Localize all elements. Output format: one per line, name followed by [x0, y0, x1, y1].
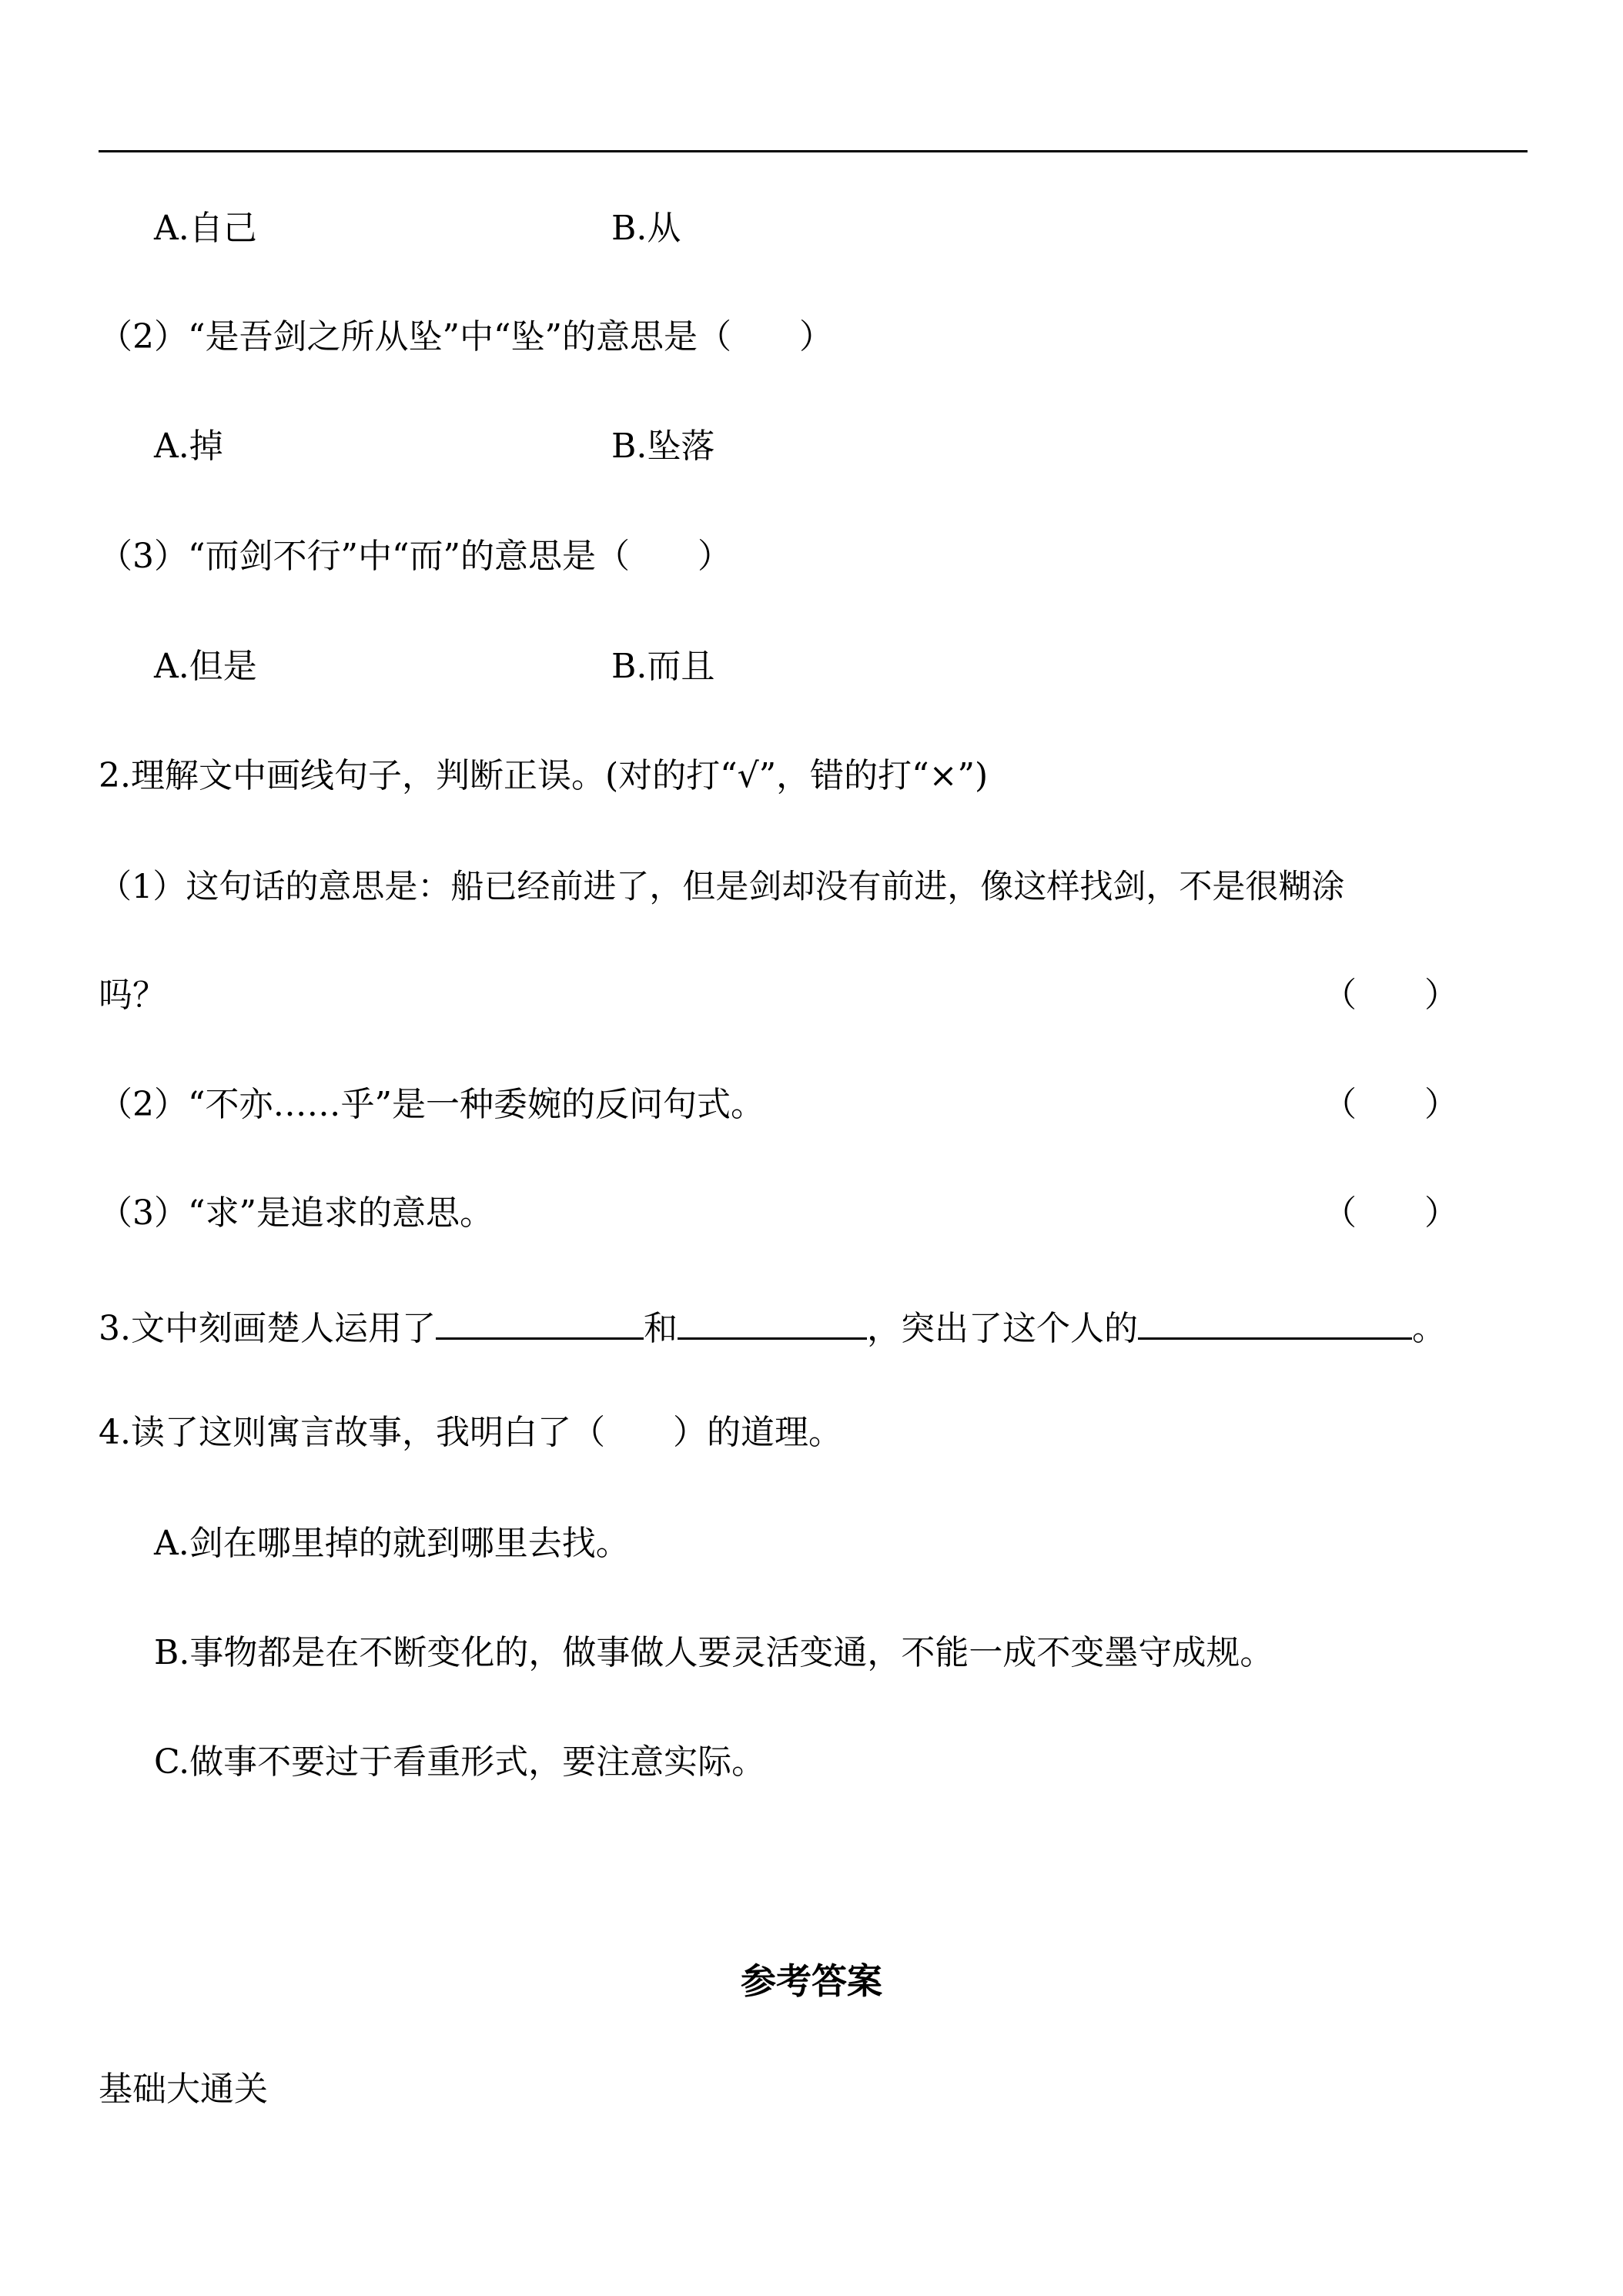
q2-item3: （3）“求”是追求的意思。 — [99, 1193, 494, 1233]
q3-blank-1[interactable] — [436, 1300, 644, 1340]
q4-option-c: C.做事不要过于看重形式，要注意实际。 — [154, 1742, 766, 1782]
q1-sub2: （2）“是吾剑之所从坠”中“坠”的意思是（ ） — [99, 317, 833, 356]
q2-item1-line1: （1）这句话的意思是：船已经前进了，但是剑却没有前进，像这样找剑，不是很糊涂 — [99, 868, 1345, 906]
q1-1-option-a: A.自己 — [154, 209, 257, 248]
q4-option-b: B.事物都是在不断变化的，做事做人要灵活变通，不能一成不变墨守成规。 — [154, 1633, 1274, 1672]
q1-1-option-b: B.从 — [611, 209, 681, 248]
answers-section-label: 基础大通关 — [99, 2070, 268, 2109]
q3-text-3: ，突出了这个人的 — [866, 1309, 1138, 1348]
q2-item1-answer-parens[interactable]: （ ） — [1323, 976, 1458, 1015]
q2-item1-line2: 吗？ — [99, 976, 166, 1015]
q2-item2: （2）“不亦……乎”是一种委婉的反问句式。 — [99, 1085, 765, 1124]
q3-blank-3[interactable] — [1138, 1300, 1412, 1340]
q3-text-1: 3.文中刻画楚人运用了 — [99, 1309, 436, 1348]
q3-line — [99, 1300, 1446, 1347]
q1-3-option-a: A.但是 — [154, 647, 257, 686]
q1-2-option-a: A.掉 — [154, 427, 223, 466]
q2-prompt: 2.理解文中画线句子，判断正误。(对的打“√”，错的打“×”) — [99, 756, 989, 795]
q2-item2-answer-parens[interactable]: （ ） — [1323, 1085, 1458, 1124]
q1-3-option-b: B.而且 — [611, 647, 715, 686]
q3-blank-2[interactable] — [678, 1300, 867, 1340]
q3-text-2: 和 — [643, 1309, 678, 1348]
q2-item3-answer-parens[interactable]: （ ） — [1323, 1193, 1458, 1233]
q1-2-option-b: B.坠落 — [611, 427, 715, 466]
answers-title: 参考答案 — [741, 1960, 882, 2002]
header-rule — [99, 150, 1528, 152]
q3-text-4: 。 — [1411, 1309, 1446, 1348]
q4-prompt: 4.读了这则寓言故事，我明白了（ ）的道理。 — [99, 1413, 842, 1452]
q4-option-a: A.剑在哪里掉的就到哪里去找。 — [154, 1524, 630, 1563]
q1-sub3: （3）“而剑不行”中“而”的意思是（ ） — [99, 537, 731, 576]
